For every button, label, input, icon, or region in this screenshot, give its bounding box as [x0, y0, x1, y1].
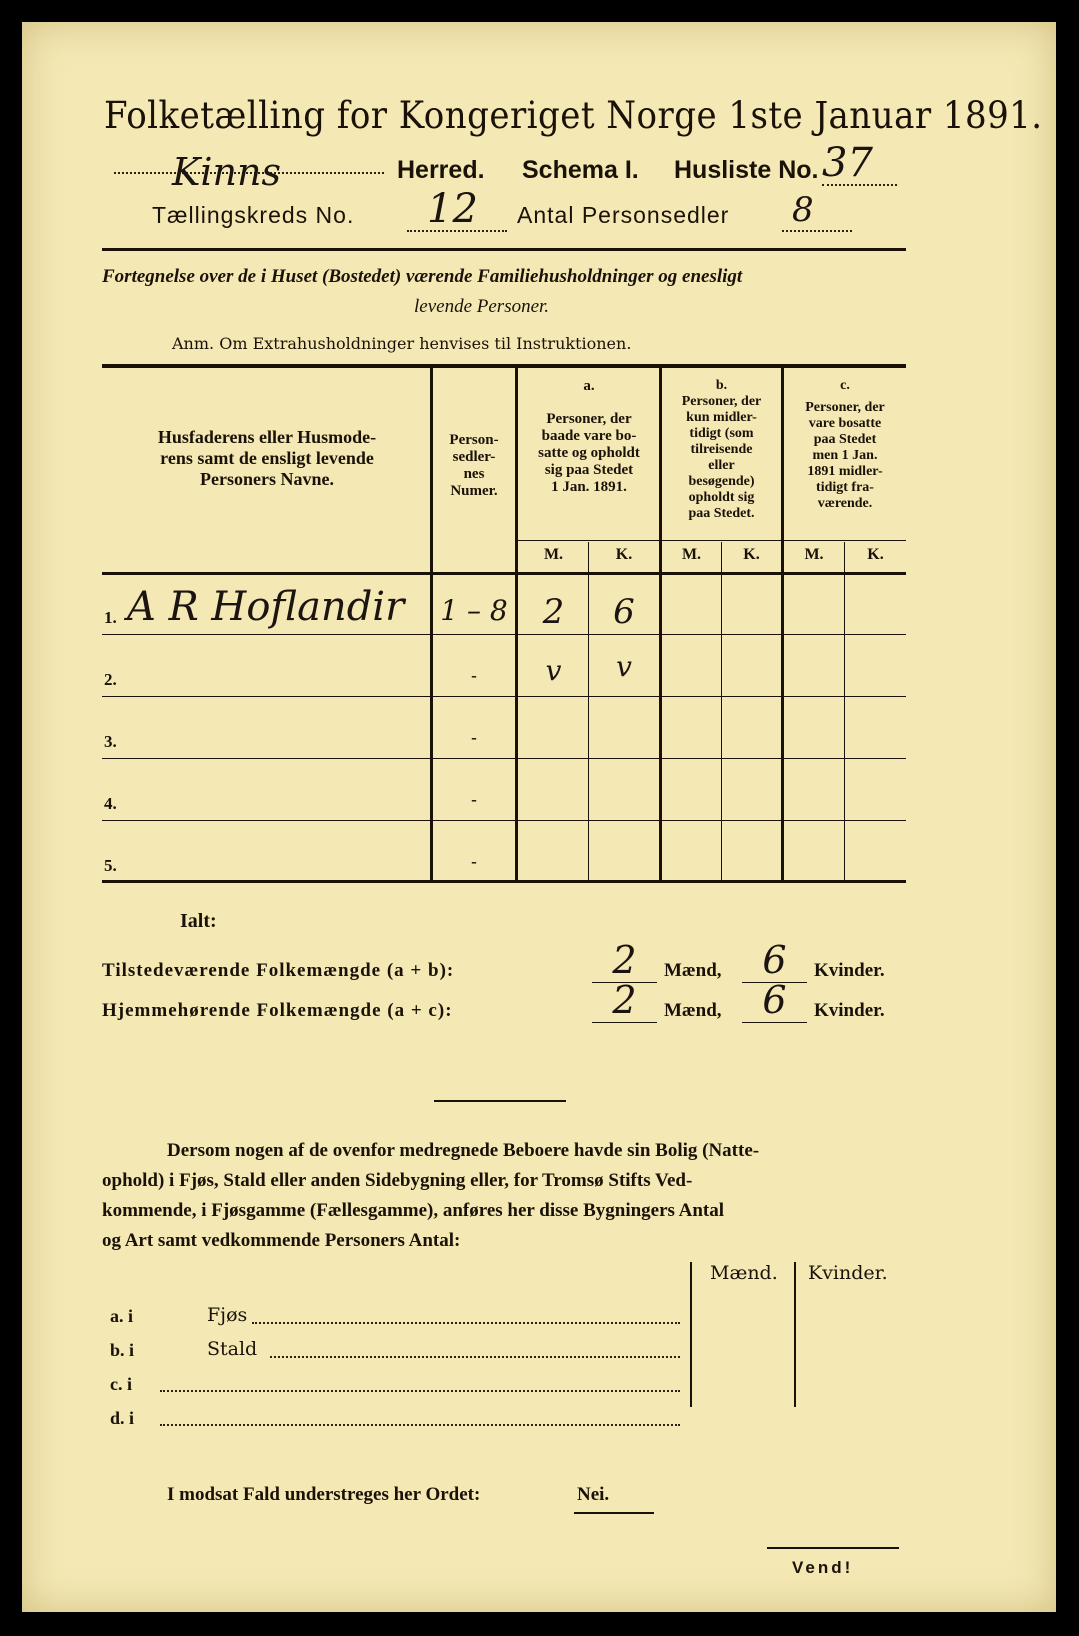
herred-label: Herred. — [397, 156, 485, 184]
row-1-a-k: 6 — [613, 592, 635, 632]
antal-dotline — [782, 230, 852, 232]
vend-label: Vend! — [792, 1558, 854, 1577]
row-2-sedler: - — [471, 666, 477, 685]
kreds-label: Tællingskreds No. — [152, 202, 355, 228]
row-line-2 — [102, 696, 906, 697]
bld-a-label: Fjøs — [207, 1304, 248, 1326]
para-line2: ophold) i Fjøs, Stald eller anden Sidebygning eller, for Tromsø Stifts Ved- — [102, 1170, 693, 1191]
contrary-text: I modsat Fald understreges her Ordet: — [167, 1484, 481, 1505]
antal-value: 8 — [792, 190, 814, 230]
row-3-sedler: - — [471, 728, 477, 747]
bld-col-maend: Mænd. — [710, 1262, 778, 1284]
row-5-number: 5. — [104, 856, 117, 875]
col-c-m: M. — [804, 546, 824, 563]
hjemme-k-line — [742, 1022, 807, 1023]
row-1-sedler: 1 – 8 — [440, 594, 508, 627]
row-2-number: 2. — [104, 670, 117, 689]
hjemme-maend: Mænd, — [664, 1000, 722, 1021]
bld-b-label: Stald — [207, 1338, 258, 1360]
table-header-rule — [102, 572, 906, 575]
col-a-k: K. — [615, 546, 633, 563]
header-rule — [102, 248, 906, 251]
col-name-header: Husfaderens eller Husmode- rens samt de ensligt levende Personers Navne. — [157, 427, 377, 489]
vend-rule — [767, 1547, 899, 1549]
table-bottom-rule — [102, 880, 906, 883]
bld-d-dots — [160, 1424, 680, 1426]
hjemme-label: Hjemmehørende Folkemængde (a + c): — [102, 1000, 453, 1021]
hjemme-m-line — [592, 1022, 657, 1023]
form-title: Folketælling for Kongeriget Norge 1ste Januar 1891. — [104, 94, 1043, 137]
col-a-header: a. Personer, der baade vare bo- satte og opholdt sig paa Stedet 1 Jan. 1891. — [538, 378, 640, 495]
hjemme-kvinder: Kvinder. — [814, 1000, 885, 1021]
col-num-header: Person- sedler- nes Numer. — [449, 432, 499, 499]
row-5-sedler: - — [471, 852, 477, 871]
para-line4: og Art samt vedkommende Personers Antal: — [102, 1230, 461, 1251]
col-b-k: K. — [743, 546, 760, 563]
row-1-a-m: 2 — [542, 592, 565, 632]
row-2-a-m: v — [545, 654, 562, 687]
mk-sep-c — [844, 542, 845, 880]
mk-header-line — [517, 540, 906, 541]
row-line-4 — [102, 820, 906, 821]
col-a-m: M. — [543, 546, 564, 563]
husliste-value: 37 — [822, 140, 873, 186]
intro-line1: Fortegnelse over de i Huset (Bostedet) værende Familiehusholdninger og enesligt — [102, 266, 743, 287]
nei-word: Nei. — [577, 1484, 610, 1505]
tilstede-label: Tilstedeværende Folkemængde (a + b): — [102, 960, 455, 981]
row-4-sedler: - — [471, 790, 477, 809]
intro-line2: levende Personer. — [414, 296, 550, 317]
bld-col-kvinder: Kvinder. — [808, 1262, 888, 1284]
para-line1: Dersom nogen af de ovenfor medregnede Beboere havde sin Bolig (Natte- — [167, 1140, 760, 1161]
anm-note: Anm. Om Extrahusholdninger henvises til Instruktionen. — [172, 334, 632, 353]
bld-a-letter: a. i — [110, 1306, 134, 1326]
row-2-a-k: v — [616, 650, 632, 683]
table-top-rule — [102, 364, 906, 368]
census-form-page — [22, 22, 1056, 1612]
husliste-dotline — [822, 184, 897, 186]
tilstede-m-value: 2 — [612, 938, 637, 982]
bld-c-letter: c. i — [110, 1374, 132, 1394]
hjemme-k-value: 6 — [762, 978, 787, 1022]
bld-col-rule-1 — [690, 1262, 692, 1407]
tilstede-k-value: 6 — [762, 938, 787, 982]
bld-c-dots — [160, 1390, 680, 1392]
hjemme-m-value: 2 — [612, 978, 637, 1022]
row-line-3 — [102, 758, 906, 759]
tilstede-kvinder: Kvinder. — [814, 960, 885, 981]
col-c-header: c. Personer, der vare bosatte paa Stedet men 1 Jan. 1891 midler- tidigt fra- værende. — [805, 378, 885, 511]
col-rule-2 — [515, 368, 518, 880]
antal-label: Antal Personsedler — [517, 202, 730, 228]
mk-sep-b — [721, 542, 722, 880]
bld-d-letter: d. i — [110, 1408, 135, 1428]
para-line3: kommende, i Fjøsgamme (Fællesgamme), anføres her disse Bygningers Antal — [102, 1200, 725, 1221]
tilstede-maend: Mænd, — [664, 960, 722, 981]
ialt-label: Ialt: — [180, 910, 217, 932]
bld-b-letter: b. i — [110, 1340, 135, 1360]
col-b-m: M. — [681, 546, 702, 563]
kreds-dotline — [407, 230, 507, 232]
section-divider — [434, 1100, 566, 1102]
nei-underline — [574, 1512, 654, 1514]
schema-label: Schema I. — [522, 156, 639, 184]
col-rule-1 — [430, 368, 433, 880]
row-line-1 — [102, 634, 906, 635]
row-1-number: 1. — [104, 608, 117, 627]
row-4-number: 4. — [104, 794, 117, 813]
bld-col-rule-2 — [794, 1262, 796, 1407]
row-3-number: 3. — [104, 732, 117, 751]
bld-a-dots — [252, 1322, 680, 1324]
bld-b-dots — [270, 1356, 680, 1358]
row-1-name: A R Hoflandir — [127, 584, 405, 630]
husliste-label: Husliste No. — [674, 156, 819, 184]
herred-value: Kinns — [172, 150, 281, 194]
col-c-k: K. — [867, 546, 884, 563]
col-b-header: b. Personer, der kun midler- tidigt (som tilreisende eller besøgende) opholdt sig paa Stedet. — [681, 378, 762, 521]
kreds-value: 12 — [427, 186, 478, 232]
